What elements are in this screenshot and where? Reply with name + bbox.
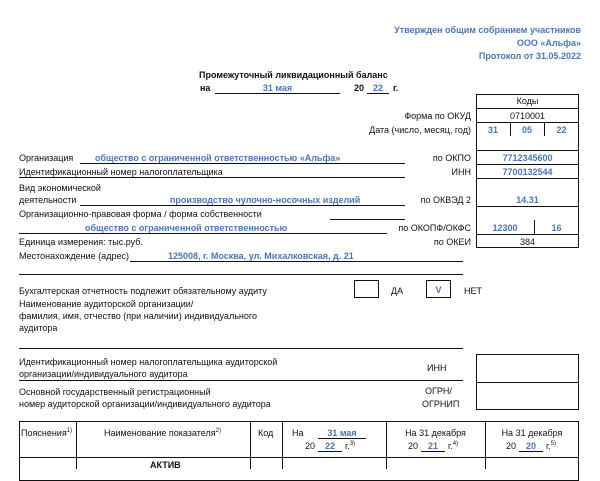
inn-label: ИНН: [451, 167, 471, 177]
inn-row-label: Идентификационный номер налогоплательщика: [19, 167, 223, 177]
okopf-value: 12300: [492, 223, 518, 233]
section-assets: АКТИВ: [150, 460, 181, 470]
okpo-label: по ОКПО: [432, 153, 471, 163]
unit-label: Единица измерения: тыс.руб.: [19, 237, 143, 247]
col2-line1: На 31 декабря: [405, 428, 466, 438]
okud-label: Форма по ОКУД: [404, 111, 471, 121]
col2-year-prefix: 20: [408, 441, 419, 451]
okopf-label: по ОКОПФ/ОКФС: [398, 223, 471, 233]
activity-value: производство чулочно-носочных изделий: [170, 195, 361, 205]
col-indicator: Наименование показателя$^{2)}$: [104, 428, 221, 438]
code-date-day: 31: [487, 125, 498, 135]
okud-value: 0710001: [509, 111, 546, 121]
auditor-ogrn-label-2: номер аудиторской организации/индивидуального аудитора: [19, 399, 271, 409]
audit-no-checkbox[interactable]: [426, 280, 451, 298]
auditor-inn-label-1: Идентификационный номер налогоплательщика аудиторской: [19, 357, 278, 367]
audit-no-label: НЕТ: [464, 286, 482, 296]
approval-line-1: Утвержден общим собранием участников: [394, 25, 581, 35]
codes-header: Коды: [516, 96, 539, 106]
date-year-value: 22: [372, 83, 383, 93]
col3-line1: На 31 декабря: [501, 428, 563, 438]
date-underline: [215, 93, 340, 94]
auditor-inn-label-2: организации/индивидуального аудитора: [19, 369, 188, 379]
auditor-ogrn-code-2: ОГРНИП: [422, 399, 460, 409]
date-year-suffix: г.: [393, 83, 399, 93]
okei-value: 384: [519, 237, 536, 247]
auditor-inn-code: ИНН: [427, 363, 447, 373]
col1-suffix: г.$^{3)}$: [345, 441, 356, 451]
auditor-ogrn-code-1: ОГРН/: [425, 386, 452, 396]
col3-year-prefix: 20: [506, 441, 517, 451]
okei-label: по ОКЕИ: [433, 237, 471, 247]
code-date-year: 22: [556, 125, 567, 135]
auditor-ogrn-label-1: Основной государственный регистрационный: [19, 387, 211, 397]
year-underline: [367, 93, 389, 94]
col-code: Код: [258, 428, 274, 438]
col1-prefix: На: [292, 428, 304, 438]
inn-value: 7700132544: [502, 167, 553, 177]
activity-label-2: деятельности: [19, 195, 77, 205]
date-on-label: на: [200, 83, 211, 93]
col1-date: 31 мая: [327, 428, 357, 438]
org-label: Организация: [19, 153, 74, 163]
audit-question: Бухгалтерская отчетность подлежит обязательному аудиту: [19, 286, 267, 296]
audit-yes-label: ДА: [391, 286, 404, 296]
activity-label-1: Вид экономической: [19, 183, 101, 193]
col3-suffix: г.$^{5)}$: [546, 441, 557, 451]
col2-year: 21: [427, 441, 438, 451]
col-notes: Пояснения$^{1)}$: [21, 428, 73, 438]
code-date-month: 05: [521, 125, 532, 135]
okfs-value: 16: [551, 223, 562, 233]
auditor-name-label-1: Наименование аудиторской организации/: [19, 299, 194, 309]
col2-suffix: г.$^{4)}$: [448, 441, 459, 451]
address-value: 125008, г. Москва, ул. Михалковская, д. 21: [168, 251, 354, 261]
legal-form-value: общество с ограниченной ответственностью: [85, 223, 288, 233]
address-label: Местонахождение (адрес): [19, 251, 129, 261]
date-day-month: 31 мая: [262, 83, 293, 93]
date-label: Дата (число, месяц, год): [369, 125, 471, 135]
okved-value: 14.31: [516, 195, 539, 205]
approval-line-2: ООО «Альфа»: [516, 38, 581, 48]
okved-label: по ОКВЭД 2: [420, 195, 471, 205]
audit-yes-checkbox[interactable]: [354, 280, 379, 298]
page-title: Промежуточный ликвидационный баланс: [199, 70, 388, 80]
col1-year-prefix: 20: [305, 441, 316, 451]
legal-form-label: Организационно-правовая форма / форма собственности: [19, 209, 262, 219]
date-year-prefix: 20: [354, 83, 365, 93]
auditor-name-label-2: фамилия, имя, отчество (при наличии) индивидуального: [19, 311, 257, 321]
auditor-name-label-3: аудитора: [19, 323, 58, 333]
org-value: общество с ограниченной ответственностью «Альфа»: [95, 153, 341, 163]
audit-no-mark: V: [435, 285, 442, 295]
col3-year: 20: [525, 441, 536, 451]
col1-year: 22: [324, 441, 335, 451]
approval-line-3: Протокол от 31.05.2022: [478, 51, 581, 61]
okpo-value: 7712345600: [502, 153, 553, 163]
